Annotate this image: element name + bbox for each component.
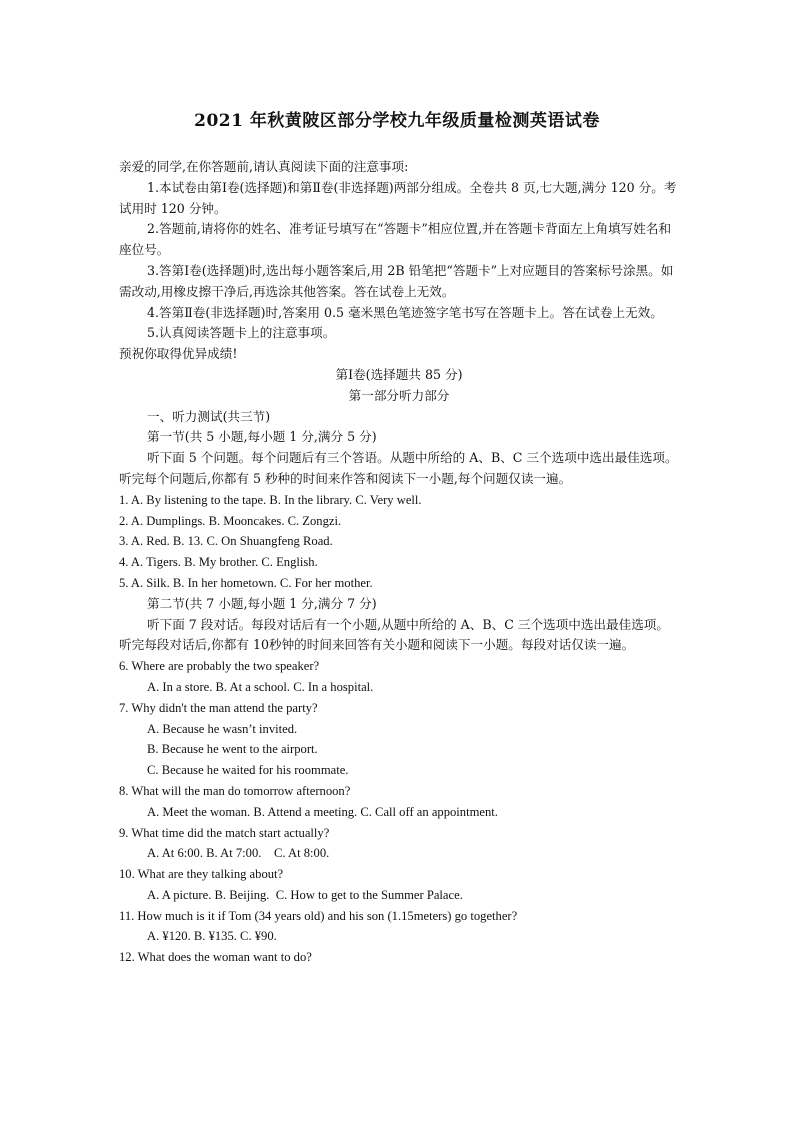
question-7: 7. Why didn't the man attend the party? — [119, 700, 318, 715]
part1-title: 第Ⅰ卷(选择题共 85 分) — [335, 366, 463, 382]
question-8: 8. What will the man do tomorrow afternoon? — [119, 783, 351, 798]
exam-title: 2021 年秋黄陂区部分学校九年级质量检测英语试卷 — [194, 111, 600, 131]
sec2-instruction: 听下面 7 段对话。每段对话后有一个小题,从题中所给的 A、B、C 三个选项中选出最佳选项。听完每段对话后,你都有 10秒钟的时间来回答有关小题和阅读下一小题。每段对话仅读一遍。 — [119, 616, 669, 653]
question-8-options: A. Meet the woman. B. Attend a meeting. C. Call off an appointment. — [147, 804, 498, 819]
question-3: 3. A. Red. B. 13. C. On Shuangfeng Road. — [119, 534, 333, 549]
section1-title: 第一部分听力部分 — [348, 387, 450, 403]
listening-header: 一、听力测试(共三节) — [147, 408, 271, 424]
question-5: 5. A. Silk. B. In her hometown. C. For her mother. — [119, 575, 373, 590]
note-4: 4.答第Ⅱ卷(非选择题)时,答案用 0.5 毫米黑色笔迹签字笔书写在答题卡上。答在试卷上无效。 — [147, 304, 663, 320]
intro-line: 亲爱的同学,在你答题前,请认真阅读下面的注意事项: — [119, 159, 409, 174]
question-12: 12. What does the woman want to do? — [119, 950, 312, 965]
question-9-options: A. At 6:00. B. At 7:00. C. At 8:00. — [147, 846, 330, 861]
question-7-option-a: A. Because he wasn’t invited. — [147, 721, 298, 736]
sec1-header: 第一节(共 5 小题,每小题 1 分,满分 5 分) — [147, 429, 377, 445]
note-5: 5.认真阅读答题卡上的注意事项。 — [147, 325, 336, 341]
question-7-option-b: B. Because he went to the airport. — [147, 742, 318, 757]
question-11: 11. How much is it if Tom (34 years old) and his son (1.15meters) go together? — [119, 908, 518, 923]
sec2-header: 第二节(共 7 小题,每小题 1 分,满分 7 分) — [147, 595, 377, 611]
question-1: 1. A. By listening to the tape. B. In the library. C. Very well. — [119, 492, 422, 507]
question-9: 9. What time did the match start actually? — [119, 825, 330, 840]
question-4: 4. A. Tigers. B. My brother. C. English. — [119, 555, 318, 570]
sec1-instruction: 听下面 5 个问题。每个问题后有三个答语。从题中所给的 A、B、C 三个选项中选出最佳选项。听完每个问题后,你都有 5 秒种的时间来作答和阅读下一小题,每个问题仅读一遍。 — [119, 450, 678, 486]
question-6: 6. Where are probably the two speaker? — [119, 659, 320, 674]
question-2: 2. A. Dumplings. B. Mooncakes. C. Zongzi. — [119, 513, 342, 528]
question-6-options: A. In a store. B. At a school. C. In a hospital. — [147, 679, 374, 694]
question-11-options: A. ¥120. B. ¥135. C. ¥90. — [147, 929, 277, 944]
wish-line: 预祝你取得优异成绩! — [119, 346, 238, 362]
question-7-option-c: C. Because he waited for his roommate. — [147, 763, 349, 778]
question-10: 10. What are they talking about? — [119, 867, 284, 882]
question-10-options: A. A picture. B. Beijing. C. How to get to the Summer Palace. — [147, 887, 463, 902]
note-1: 1.本试卷由第Ⅰ卷(选择题)和第Ⅱ卷(非选择题)两部分组成。全卷共 8 页,七大题,满分 120 分。考试用时 120 分钟。 — [119, 179, 677, 216]
note-3: 3.答第Ⅰ卷(选择题)时,选出每小题答案后,用 2B 铅笔把“答题卡”上对应题目的答案标号涂黑。如需改动,用橡皮擦干净后,再选涂其他答案。答在试卷上无效。 — [119, 262, 674, 299]
note-2: 2.答题前,请将你的姓名、准考证号填写在“答题卡”相应位置,并在答题卡背面左上角填写姓名和座位号。 — [119, 221, 672, 258]
exam-body — [119, 157, 679, 968]
